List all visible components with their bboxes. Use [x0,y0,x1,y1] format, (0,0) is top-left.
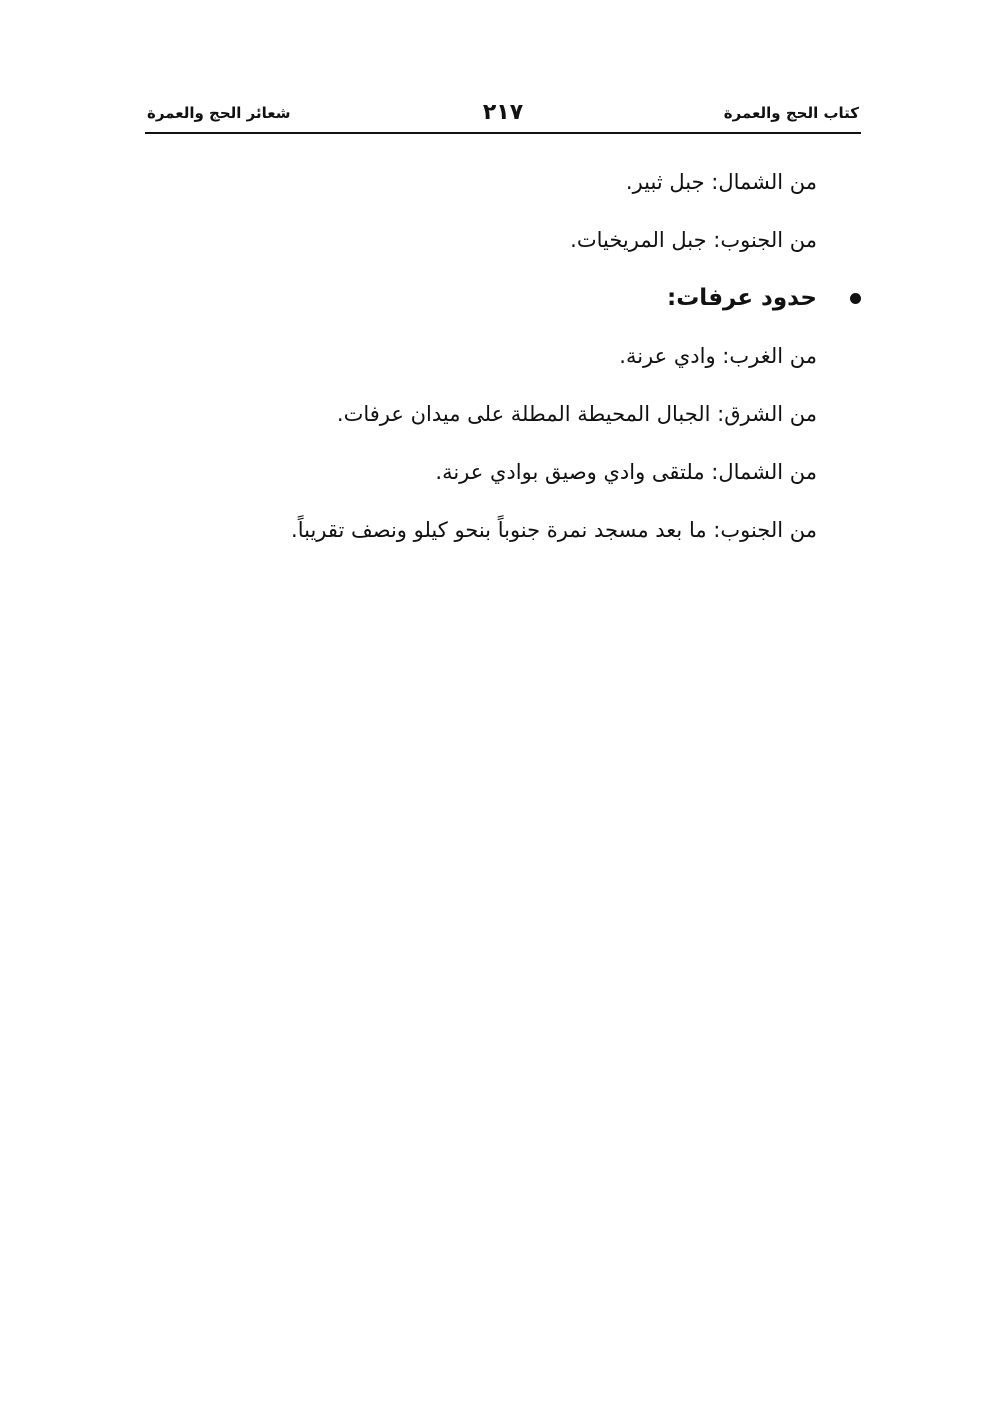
text-line: من الشرق: الجبال المحيطة المطلة على ميدان عرفات. [336,402,817,426]
text-line: من الجنوب: ما بعد مسجد نمرة جنوباً بنحو كيلو ونصف تقريباً. [291,518,817,542]
bullet-icon [850,293,861,304]
page-number: ٢١٧ [482,100,524,125]
section-title: شعائر الحج والعمرة [147,104,291,122]
section-heading: حدود عرفات: [667,285,817,311]
book-title: كتاب الحج والعمرة [723,104,859,122]
page-header [145,98,861,134]
page-body [177,166,817,572]
text-line: من الشمال: ملتقى وادي وصيق بوادي عرنة. [435,460,817,484]
section-heading-row [177,282,817,314]
text-line: من الغرب: وادي عرنة. [619,344,817,368]
text-line: من الشمال: جبل ثبير. [625,170,817,194]
text-line: من الجنوب: جبل المريخيات. [570,228,817,252]
